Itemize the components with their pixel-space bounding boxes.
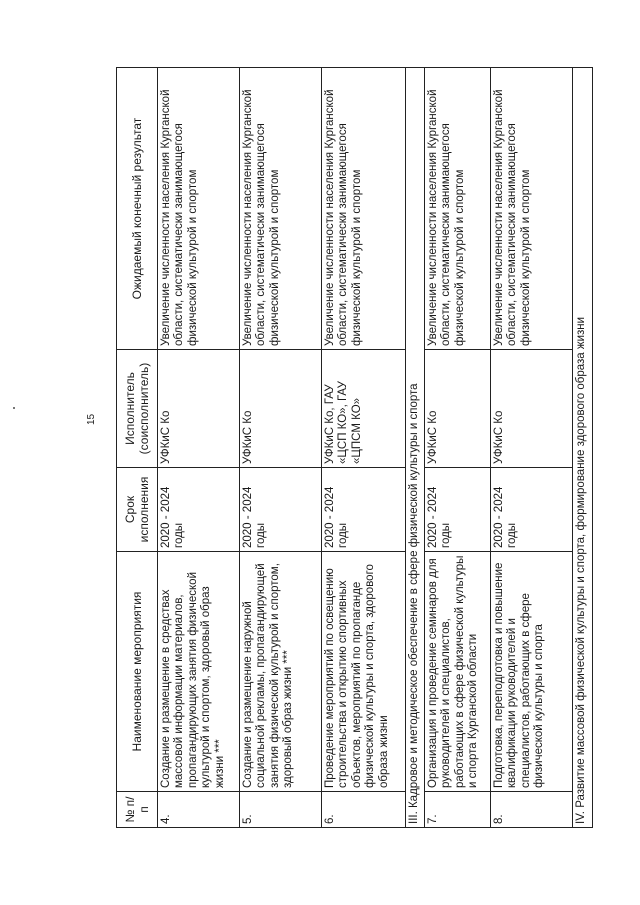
row-result: Увеличение численности населения Курганской области, систематически занимающегося физической культурой и спортом bbox=[240, 68, 322, 350]
row-executor: УФКиС Ко bbox=[158, 350, 240, 468]
header-name: Наименование мероприятия bbox=[117, 552, 158, 792]
table-header-row bbox=[117, 68, 158, 828]
row-name: Проведение мероприятий по освещению строительства и открытию спортивных объектов, мероприятий по пропаганде физической культуры и спорта, здорового образа жизни bbox=[322, 552, 406, 792]
row-executor: УФКиС Ко bbox=[240, 350, 322, 468]
header-executor: Исполнитель (соисполнитель) bbox=[117, 350, 158, 468]
row-term: 2020 - 2024 годы bbox=[240, 468, 322, 552]
table-row bbox=[425, 68, 491, 828]
row-result: Увеличение численности населения Курганской области, систематически занимающегося физической культурой и спортом bbox=[322, 68, 406, 350]
row-term: 2020 - 2024 годы bbox=[491, 468, 573, 552]
rotated-table-container bbox=[116, 68, 587, 828]
section-4-title: IV. Развитие массовой физической культуры и спорта, формирование здорового образа жизни bbox=[573, 68, 593, 828]
row-num: 4. bbox=[158, 792, 240, 828]
row-result: Увеличение численности населения Курганской области, систематически занимающегося физической культурой и спортом bbox=[158, 68, 240, 350]
scan-speck bbox=[13, 407, 15, 409]
row-executor: УФКиС Ко bbox=[491, 350, 573, 468]
section-3-title: III. Кадровое и методическое обеспечение в сфере физической культуры и спорта bbox=[406, 68, 425, 828]
row-name: Создание и размещение наружной социальной рекламы, пропагандирующей занятия физической культурой и спортом, здоровый образ жизни *** bbox=[240, 552, 322, 792]
activities-table bbox=[116, 67, 593, 828]
header-result: Ожидаемый конечный результат bbox=[117, 68, 158, 350]
section-row bbox=[406, 68, 425, 828]
section-row bbox=[573, 68, 593, 828]
row-num: 5. bbox=[240, 792, 322, 828]
row-result: Увеличение численности населения Курганской области, систематически занимающегося физической культурой и спортом bbox=[491, 68, 573, 350]
table-row bbox=[491, 68, 573, 828]
row-num: 8. bbox=[491, 792, 573, 828]
table-row bbox=[158, 68, 240, 828]
row-term: 2020 - 2024 годы bbox=[425, 468, 491, 552]
header-num: № п/п bbox=[117, 792, 158, 828]
table-row bbox=[322, 68, 406, 828]
row-name: Организация и проведение семинаров для руководителей и специалистов, работающих в сфере физической культуры и спорта Курганской области bbox=[425, 552, 491, 792]
table-row bbox=[240, 68, 322, 828]
row-term: 2020 - 2024 годы bbox=[158, 468, 240, 552]
row-term: 2020 - 2024 годы bbox=[322, 468, 406, 552]
page-number: 15 bbox=[86, 413, 97, 425]
row-executor: УФКиС Ко, ГАУ «ЦСП КО», ГАУ «ЦПСМ КО» bbox=[322, 350, 406, 468]
row-result: Увеличение численности населения Курганской области, систематически занимающегося физической культурой и спортом bbox=[425, 68, 491, 350]
header-term: Срок исполнения bbox=[117, 468, 158, 552]
row-num: 6. bbox=[322, 792, 406, 828]
row-name: Подготовка, переподготовка и повышение квалификации руководителей и специалистов, работающих в сфере физической культуры и спорта bbox=[491, 552, 573, 792]
row-name: Создание и размещение в средствах массовой информации материалов, пропагандирующих занятия физической культурой и спортом, здоровый образ жизни *** bbox=[158, 552, 240, 792]
row-num: 7. bbox=[425, 792, 491, 828]
row-executor: УФКиС Ко bbox=[425, 350, 491, 468]
